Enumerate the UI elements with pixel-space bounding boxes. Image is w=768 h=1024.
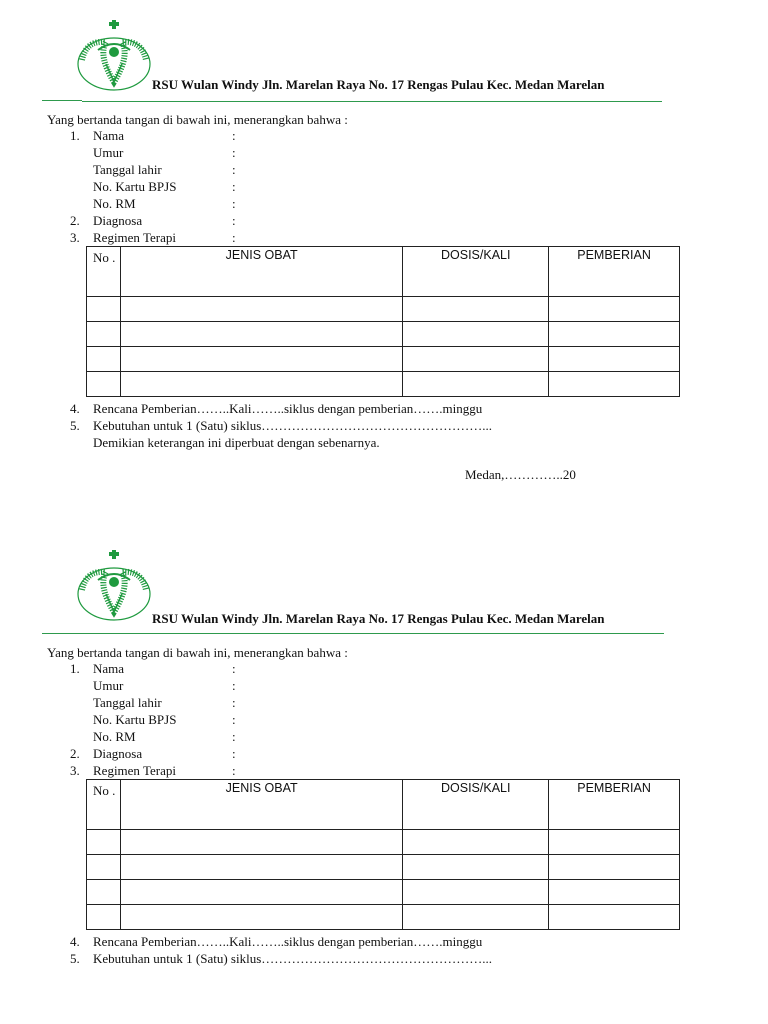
- cell[interactable]: [120, 297, 402, 322]
- table-row: [87, 297, 680, 322]
- table-header-row: [87, 247, 680, 297]
- place-date: Medan,…………..20: [465, 467, 576, 482]
- cell[interactable]: [549, 297, 680, 322]
- cell[interactable]: [403, 372, 549, 397]
- cell[interactable]: [120, 322, 402, 347]
- cell[interactable]: [403, 905, 549, 930]
- cell[interactable]: [549, 905, 680, 930]
- hospital-logo-icon: [76, 20, 152, 92]
- intro-text: Yang bertanda tangan di bawah ini, menerangkan bahwa :: [47, 112, 348, 127]
- cell[interactable]: [87, 347, 121, 372]
- col-header-jenis-obat: JENIS OBAT: [120, 780, 402, 830]
- col-header-no: No .: [87, 780, 121, 830]
- cell[interactable]: [120, 880, 402, 905]
- cell[interactable]: [87, 830, 121, 855]
- table-header-row: [87, 780, 680, 830]
- cell[interactable]: [120, 905, 402, 930]
- table-row: [87, 905, 680, 930]
- table-row: [87, 855, 680, 880]
- cell[interactable]: [120, 347, 402, 372]
- regimen-table: [86, 779, 680, 930]
- cell[interactable]: [87, 855, 121, 880]
- col-header-dosis: DOSIS/KALI: [403, 247, 549, 297]
- table-row: [87, 322, 680, 347]
- cell[interactable]: [87, 372, 121, 397]
- table-row: [87, 880, 680, 905]
- cell[interactable]: [120, 855, 402, 880]
- table-row: [87, 372, 680, 397]
- cell[interactable]: [120, 372, 402, 397]
- cell[interactable]: [403, 880, 549, 905]
- cell[interactable]: [549, 322, 680, 347]
- cell[interactable]: [87, 905, 121, 930]
- table-row: [87, 830, 680, 855]
- intro-text: Yang bertanda tangan di bawah ini, menerangkan bahwa :: [47, 645, 348, 660]
- col-header-pemberian: PEMBERIAN: [549, 780, 680, 830]
- regimen-table: [86, 246, 680, 397]
- cell[interactable]: [549, 830, 680, 855]
- divider: [42, 633, 664, 634]
- cell[interactable]: [403, 297, 549, 322]
- cell[interactable]: [403, 830, 549, 855]
- cell[interactable]: [549, 855, 680, 880]
- divider-left: [42, 100, 82, 101]
- hospital-logo-icon: [76, 550, 152, 622]
- cell[interactable]: [87, 322, 121, 347]
- cell[interactable]: [549, 347, 680, 372]
- col-header-pemberian: PEMBERIAN: [549, 247, 680, 297]
- cell[interactable]: [403, 855, 549, 880]
- table-row: [87, 347, 680, 372]
- hospital-header: RSU Wulan Windy Jln. Marelan Raya No. 17 Rengas Pulau Kec. Medan Marelan: [152, 77, 605, 92]
- cell[interactable]: [120, 830, 402, 855]
- cell[interactable]: [549, 372, 680, 397]
- col-header-jenis-obat: JENIS OBAT: [120, 247, 402, 297]
- hospital-header: RSU Wulan Windy Jln. Marelan Raya No. 17 Rengas Pulau Kec. Medan Marelan: [152, 611, 605, 626]
- closing-statement: Demikian keterangan ini diperbuat dengan sebenarnya.: [93, 435, 380, 450]
- cell[interactable]: [403, 322, 549, 347]
- cell[interactable]: [549, 880, 680, 905]
- cell[interactable]: [87, 297, 121, 322]
- cell[interactable]: [403, 347, 549, 372]
- cell[interactable]: [87, 880, 121, 905]
- col-header-no: No .: [87, 247, 121, 297]
- divider: [82, 101, 662, 102]
- col-header-dosis: DOSIS/KALI: [403, 780, 549, 830]
